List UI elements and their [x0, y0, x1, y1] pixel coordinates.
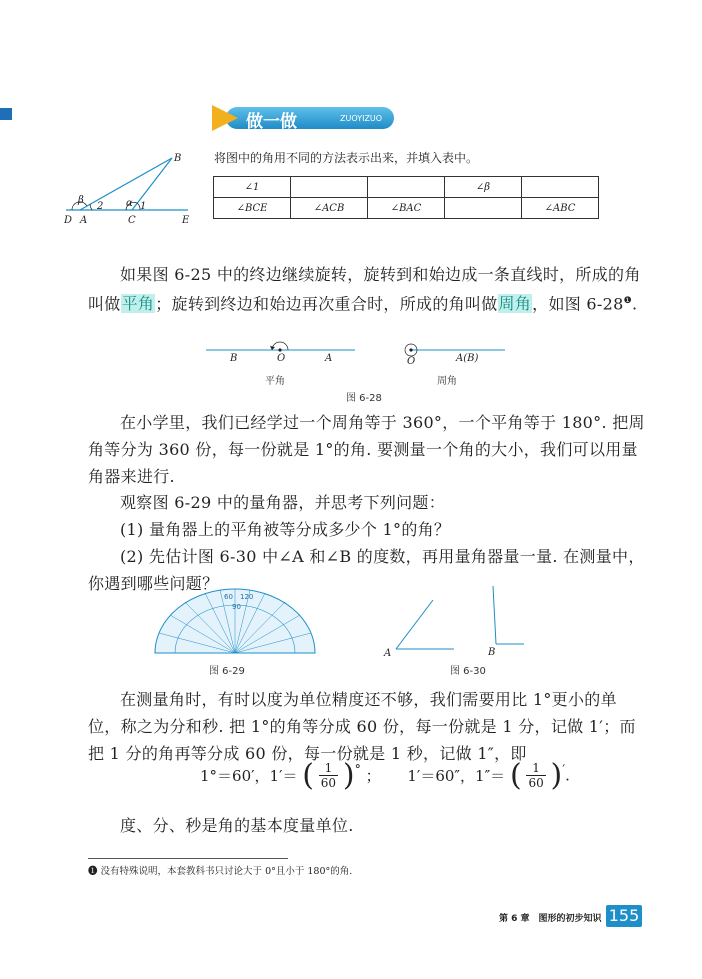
paren-open: (	[302, 758, 314, 793]
table-cell	[522, 177, 599, 198]
paren-close-2: )	[550, 758, 563, 793]
activity-instruction: 将图中的角用不同的方法表示出来，并填入表中。	[214, 151, 479, 165]
fig628-label-O: O	[277, 353, 286, 364]
paragraph-basic-units	[88, 812, 648, 839]
fig629-caption: 图 6-29	[209, 666, 245, 677]
table-cell: ∠BAC	[368, 198, 445, 219]
fig630-label-A: A	[384, 648, 392, 659]
protractor-label-120: 120	[240, 593, 254, 601]
angle-figure	[60, 148, 210, 228]
para2-text: 在小学里，我们已经学过一个周角等于 360°，一个平角等于 180°. 把周角等分为 360 份，每一份就是 1°的角. 要测量一个角的大小，我们可以用量角器来进行.	[88, 413, 645, 486]
table-cell	[445, 198, 522, 219]
table-cell: ∠ABC	[522, 198, 599, 219]
paragraph-minutes-seconds	[88, 686, 648, 767]
fig628-left-caption: 平角	[265, 376, 285, 387]
fig628-label-AB: A(B)	[456, 353, 479, 364]
frac-num-2: 1	[526, 761, 545, 776]
frac-num: 1	[319, 761, 338, 776]
point-E: E	[182, 215, 190, 226]
fig628-label-O2: O	[407, 356, 416, 367]
point-D: D	[64, 215, 73, 226]
question-1	[88, 516, 648, 543]
banner-title: 做一做	[246, 112, 297, 132]
table-row	[214, 198, 599, 219]
activity-banner	[212, 105, 396, 131]
fig630-caption: 图 6-30	[450, 666, 486, 677]
para1-text-a: 如果图 6-25 中的终边继续旋转，旋转到和始边成一条直线时，所成的角叫做	[88, 265, 641, 314]
banner-subtitle: ZUOYIZUO	[340, 114, 383, 123]
fig630-label-B: B	[488, 647, 496, 658]
angle-alpha: α	[126, 198, 133, 209]
edge-marker	[0, 108, 12, 120]
page-number: 155	[606, 905, 642, 927]
angle-beta: β	[78, 195, 84, 206]
paragraph-observe	[88, 489, 648, 516]
table-cell: ∠BCE	[214, 198, 291, 219]
figure-6-29-protractor	[150, 585, 320, 657]
paren-close: )	[342, 758, 355, 793]
angle-table	[213, 176, 599, 219]
table-cell: ∠β	[445, 177, 522, 198]
figure-6-30	[378, 584, 528, 659]
table-cell	[368, 177, 445, 198]
table-row	[214, 177, 599, 198]
fig628-label-A: A	[325, 353, 333, 364]
table-cell	[291, 177, 368, 198]
formula-right: 1′＝60″，1″＝	[407, 767, 506, 785]
chapter-footer: 第 6 章 图形的初步知识	[499, 914, 602, 924]
frac-den: 60	[320, 776, 337, 790]
frac-den-2: 60	[528, 776, 544, 790]
paragraph-straight-round-angle	[88, 261, 648, 317]
formula-left: 1°＝60′，1′＝	[200, 767, 298, 785]
paragraph-degrees	[88, 409, 648, 490]
minute-sup: ′	[562, 761, 566, 777]
point-A: A	[80, 215, 88, 226]
fig628-right-caption: 周角	[437, 376, 457, 387]
table-cell: ∠1	[214, 177, 291, 198]
q2-text: (2) 先估计图 6-30 中∠A 和∠B 的度数，再用量角器量一量. 在测量中，你遇到哪些问题？	[88, 547, 645, 593]
fig628-label-B: B	[230, 353, 238, 364]
table-cell: ∠ACB	[291, 198, 368, 219]
point-B: B	[174, 153, 182, 164]
angle-2: 2	[97, 201, 104, 212]
formula-sep: ；	[365, 767, 381, 785]
term-straight-angle: 平角	[121, 294, 155, 314]
fraction-1-60-b	[526, 761, 545, 790]
degree-sup: °	[354, 761, 361, 777]
para4-text: 在测量角时，有时以度为单位精度还不够，我们需要用比 1°更小的单位，称之为分和秒. 把 1°的角等分成 60 份，每一份就是 1 分，记做 1′；而把 1 分的角再等分成 60 份，每一份就是 1 秒，记做 1″，即	[88, 690, 636, 763]
footnote-marker: ❶	[623, 296, 632, 306]
fig628-caption: 图 6-28	[346, 393, 382, 404]
footnote-mark: ❶	[88, 866, 98, 877]
para1-text-c: ，如图 6-28	[532, 294, 624, 314]
paren-open-2: (	[509, 758, 522, 793]
para3-text: 观察图 6-29 中的量角器，并思考下列问题：	[120, 493, 446, 512]
point-C: C	[128, 215, 136, 226]
unit-formula	[200, 758, 570, 793]
footnote	[88, 863, 352, 877]
footnote-rule	[88, 858, 288, 859]
protractor-label-60: 60	[224, 593, 233, 601]
q1-text: (1) 量角器上的平角被等分成多少个 1°的角？	[120, 520, 451, 539]
protractor-label-90: 90	[232, 603, 241, 611]
fraction-1-60	[319, 761, 338, 790]
para1-text-b: ；旋转到终边和始边再次重合时，所成的角叫做	[155, 294, 498, 314]
para5-text: 度、分、秒是角的基本度量单位.	[120, 816, 354, 835]
footnote-text: 没有特殊说明，本套教科书只讨论大于 0°且小于 180°的角.	[100, 866, 353, 877]
formula-end: .	[565, 766, 570, 785]
term-round-angle: 周角	[498, 294, 532, 314]
para1-text-d: .	[631, 294, 638, 314]
angle-1: 1	[140, 201, 147, 212]
